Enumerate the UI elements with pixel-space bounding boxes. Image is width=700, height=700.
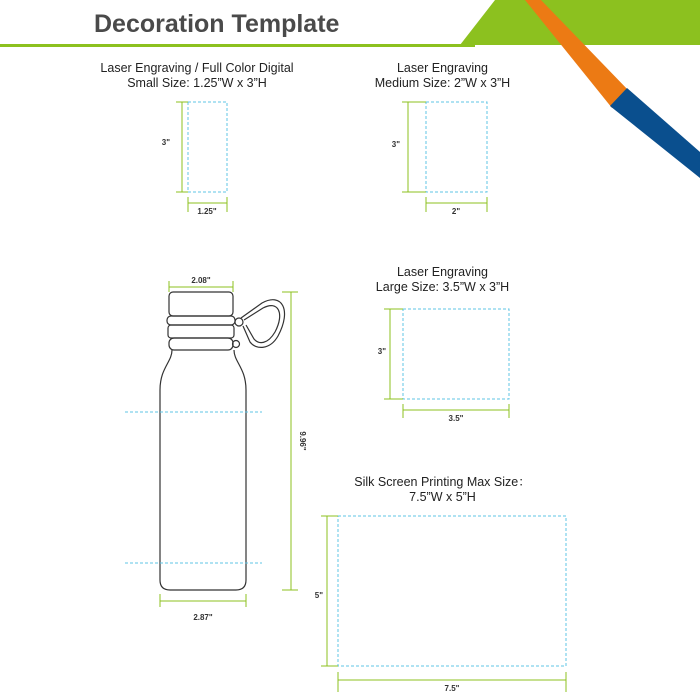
medium-height-label: 3" bbox=[391, 140, 400, 149]
silk-template bbox=[315, 516, 566, 693]
silk-print-area bbox=[338, 516, 566, 666]
silk-caption-line1: Silk Screen Printing Max Size： bbox=[354, 475, 531, 489]
bottle-body bbox=[160, 350, 246, 590]
page-title: Decoration Template bbox=[94, 10, 340, 38]
medium-print-area bbox=[426, 102, 487, 192]
medium-width-label: 2" bbox=[451, 207, 461, 216]
large-print-area bbox=[403, 309, 509, 399]
bottle-ring-bottom bbox=[169, 338, 233, 350]
bottle-height-label: 9.96" bbox=[298, 431, 307, 451]
small-print-area bbox=[188, 102, 227, 192]
bottle-handle-inner bbox=[244, 306, 280, 343]
header-blue-stripe bbox=[610, 88, 700, 178]
silk-height-label: 5" bbox=[314, 591, 323, 600]
medium-caption-line1: Laser Engraving bbox=[396, 61, 489, 75]
bottle-drawing bbox=[160, 292, 285, 590]
bottle-cap bbox=[169, 292, 233, 316]
small-template bbox=[162, 102, 227, 216]
medium-template bbox=[392, 102, 487, 216]
small-width-label: 1.25" bbox=[197, 207, 217, 216]
large-caption-line2: Large Size: 3.5”W x 3”H bbox=[375, 280, 510, 294]
silk-width-label: 7.5" bbox=[444, 684, 460, 693]
header-green-band bbox=[460, 0, 700, 45]
cap-width-label: 2.08" bbox=[191, 276, 211, 285]
large-height-label: 3" bbox=[377, 347, 386, 356]
bottle-handle-pin bbox=[235, 318, 243, 326]
bottle-ring-top bbox=[167, 316, 235, 325]
small-height-label: 3" bbox=[161, 138, 170, 147]
large-width-label: 3.5" bbox=[448, 414, 464, 423]
small-caption-line1: Laser Engraving / Full Color Digital bbox=[100, 61, 294, 75]
body-width-label: 2.87" bbox=[193, 613, 213, 622]
bottle-collar bbox=[168, 325, 234, 338]
small-caption-line2: Small Size: 1.25”W x 3”H bbox=[127, 76, 267, 90]
medium-caption-line2: Medium Size: 2”W x 3”H bbox=[374, 76, 511, 90]
silk-caption-line2: 7.5”W x 5”H bbox=[409, 490, 476, 504]
large-caption-line1: Laser Engraving bbox=[396, 265, 489, 279]
large-template bbox=[378, 309, 509, 423]
